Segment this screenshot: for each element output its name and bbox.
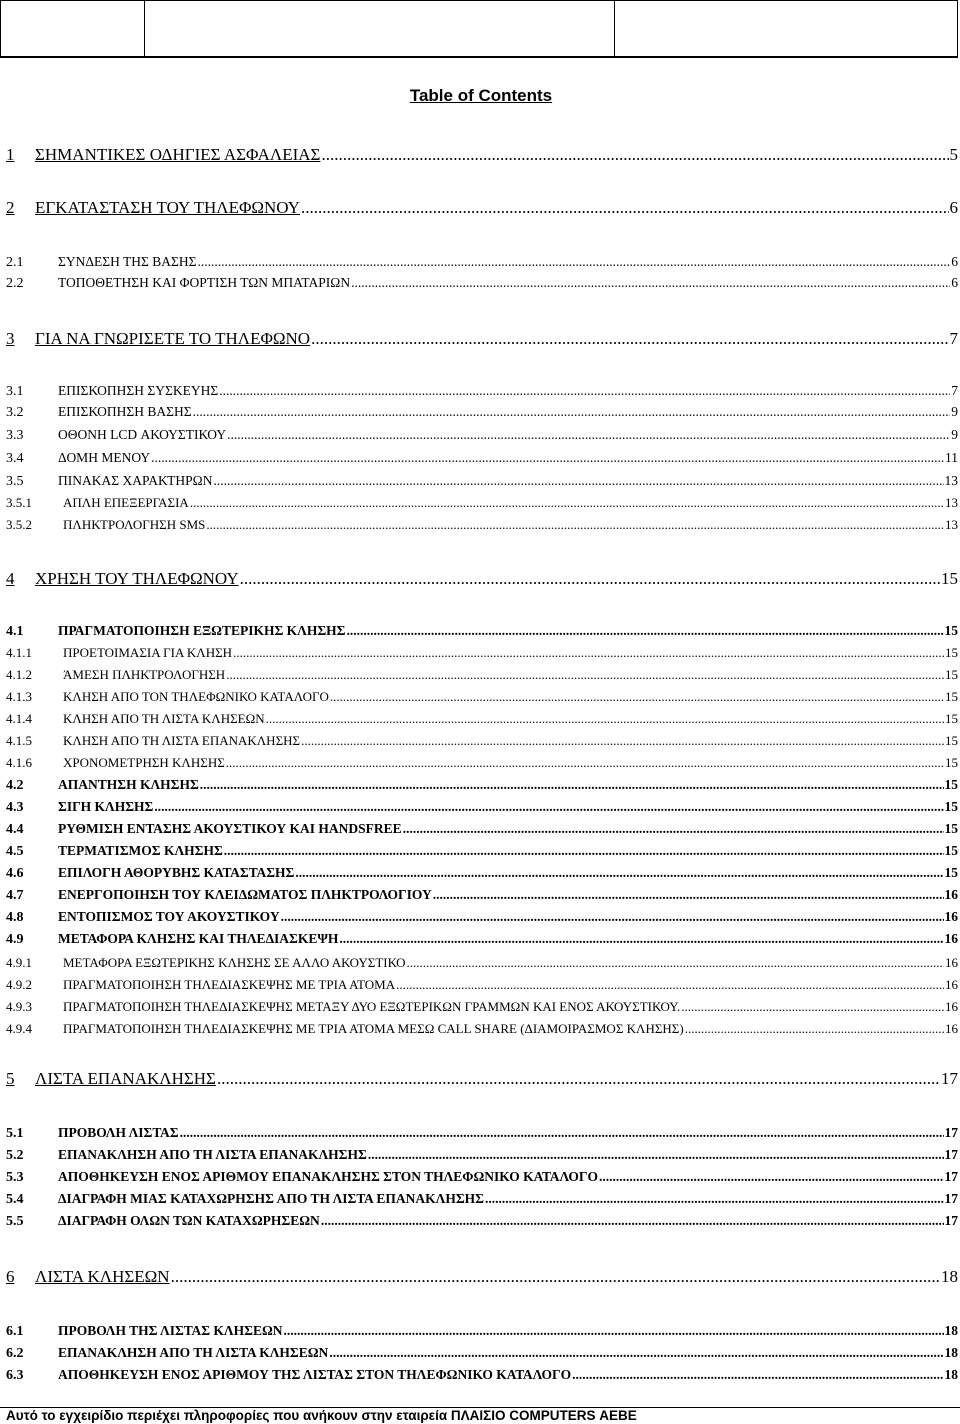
toc-entry-page: 15 — [945, 755, 958, 770]
toc-leader-dots — [151, 451, 944, 465]
toc-entry[interactable] — [6, 734, 958, 747]
toc-entry[interactable] — [6, 255, 958, 270]
toc-entry[interactable] — [6, 712, 958, 725]
toc-entry-number: 4.9.2 — [6, 977, 32, 992]
toc-entry-page: 17 — [944, 1169, 958, 1184]
toc-entry[interactable] — [6, 888, 958, 903]
toc-leader-dots — [200, 778, 944, 792]
toc-entry-number: 5.5 — [6, 1214, 24, 1229]
toc-entry-title: ΣΙΓΗ ΚΛΗΣΗΣ — [58, 799, 154, 814]
toc-leader-dots — [154, 800, 943, 814]
toc-entry-number: 6.3 — [6, 1368, 24, 1383]
toc-entry-title: ΕΝΤΟΠΙΣΜΟΣ ΤΟΥ ΑΚΟΥΣΤΙΚΟΥ — [58, 909, 280, 924]
toc-entry-title: ΕΓΚΑΤΑΣΤΑΣΗ ΤΟΥ ΤΗΛΕΦΩΝΟΥ — [35, 198, 301, 217]
toc-entry[interactable] — [6, 428, 958, 443]
toc-entry-page: 6 — [951, 275, 958, 290]
toc-entry[interactable] — [6, 844, 958, 859]
toc-entry[interactable] — [6, 1214, 958, 1229]
toc-leader-dots — [233, 646, 944, 659]
toc-entry-title: ΟΘΟΝΗ LCD ΑΚΟΥΣΤΙΚΟΥ — [58, 427, 227, 442]
toc-leader-dots — [433, 888, 944, 902]
toc-entry-title: ΠΙΝΑΚΑΣ ΧΑΡΑΚΤΗΡΩΝ — [58, 473, 213, 488]
toc-entry-number: 4.7 — [6, 888, 24, 903]
toc-entry-title: ΠΡΑΓΜΑΤΟΠΟΙΗΣΗ ΕΞΩΤΕΡΙΚΗΣ ΚΛΗΣΗΣ — [58, 623, 346, 638]
toc-leader-dots — [284, 1324, 944, 1338]
toc-leader-dots — [193, 405, 951, 419]
toc-entry-title: ΣΗΜΑΝΤΙΚΕΣ ΟΔΗΓΙΕΣ ΑΣΦΑΛΕΙΑΣ — [35, 145, 321, 164]
toc-entry[interactable] — [6, 570, 958, 587]
toc-entry-number: 6 — [6, 1267, 15, 1286]
toc-entry-page: 16 — [944, 887, 958, 902]
toc-leader-dots — [240, 570, 940, 587]
toc-entry-title: ΠΡΑΓΜΑΤΟΠΟΙΗΣΗ ΤΗΛΕΔΙΑΣΚΕΨΗΣ ΜΕΤΑΞΥ ΔΥΟ ΕΞΩΤΕΡΙΚΩΝ ΓΡΑΜΜΩΝ ΚΑΙ ΕΝΟΣ ΑΚΟΥΣΤΙΚΟΥ. — [63, 999, 681, 1014]
header-cell-left — [1, 1, 145, 57]
toc-entry[interactable] — [6, 1192, 958, 1207]
toc-entry-page: 13 — [945, 517, 958, 532]
toc-entry[interactable] — [6, 1368, 958, 1383]
toc-entry[interactable] — [6, 978, 958, 991]
toc-entry-number: 5.1 — [6, 1126, 24, 1141]
toc-leader-dots — [330, 690, 944, 703]
toc-entry-title: ΑΠΛΗ ΕΠΕΞΕΡΓΑΣΙΑ — [63, 495, 189, 510]
toc-entry[interactable] — [6, 646, 958, 659]
toc-leader-dots — [681, 1000, 944, 1013]
toc-entry-page: 15 — [945, 711, 958, 726]
toc-entry[interactable] — [6, 146, 958, 163]
toc-entry-title: ΠΡΟΕΤΟΙΜΑΣΙΑ ΓΙΑ ΚΛΗΣΗ — [63, 645, 233, 660]
toc-entry[interactable] — [6, 690, 958, 703]
toc-entry-number: 6.2 — [6, 1346, 24, 1361]
toc-entry[interactable] — [6, 496, 958, 509]
toc-entry-page: 15 — [944, 865, 958, 880]
toc-entry[interactable] — [6, 1022, 958, 1035]
toc-entry-title: ΤΟΠΟΘΕΤΗΣΗ ΚΑΙ ΦΟΡΤΙΣΗ ΤΩΝ ΜΠΑΤΑΡΙΩΝ — [58, 275, 351, 290]
toc-entry-number: 3.5 — [6, 474, 24, 489]
toc-entry-page: 15 — [944, 777, 958, 792]
toc-leader-dots — [224, 844, 944, 858]
footer-notice: Αυτό το εγχειρίδιο περιέχει πληροφορίες που ανήκουν στην εταιρεία ΠΛΑΙΣΙΟ COMPUTERS ΑΕΒΕ — [0, 1407, 960, 1424]
toc-entry-page: 9 — [951, 427, 958, 442]
toc-entry-title: ΤΕΡΜΑΤΙΣΜΟΣ ΚΛΗΣΗΣ — [58, 843, 223, 858]
toc-entry[interactable] — [6, 778, 958, 793]
toc-leader-dots — [329, 1346, 943, 1360]
toc-entry[interactable] — [6, 822, 958, 837]
toc-entry-number: 4.1.4 — [6, 711, 32, 726]
toc-entry-number: 2.2 — [6, 276, 24, 291]
toc-leader-dots — [217, 1070, 940, 1087]
toc-entry-number: 4.9.1 — [6, 955, 32, 970]
toc-entry-title: ΕΝΕΡΓΟΠΟΙΗΣΗ ΤΟΥ ΚΛΕΙΔΩΜΑΤΟΣ ΠΛΗΚΤΡΟΛΟΓΙΟΥ — [58, 887, 432, 902]
toc-entry-number: 4.9.4 — [6, 1021, 32, 1036]
toc-entry-number: 4.1.2 — [6, 667, 32, 682]
toc-leader-dots — [351, 276, 950, 290]
toc-entry[interactable] — [6, 800, 958, 815]
toc-entry-page: 11 — [945, 450, 958, 465]
toc-entry[interactable] — [6, 451, 958, 466]
toc-entry-title: ΑΠΟΘΗΚΕΥΣΗ ΕΝΟΣ ΑΡΙΘΜΟΥ ΕΠΑΝΑΚΛΗΣΗΣ ΣΤΟΝ ΤΗΛΕΦΩΝΙΚΟ ΚΑΤΑΛΟΓΟ — [58, 1169, 598, 1184]
toc-leader-dots — [213, 474, 943, 488]
toc-entry-number: 4 — [6, 569, 15, 588]
toc-entry[interactable] — [6, 199, 958, 216]
toc-entry-title: ΑΠΑΝΤΗΣΗ ΚΛΗΣΗΣ — [58, 777, 199, 792]
toc-entry-page: 13 — [944, 473, 958, 488]
toc-entry-title: ΚΛΗΣΗ ΑΠΟ ΤΗ ΛΙΣΤΑ ΚΛΗΣΕΩΝ — [63, 711, 265, 726]
toc-entry-number: 4.1.6 — [6, 755, 32, 770]
toc-entry-title: ΔΟΜΗ ΜΕΝΟΥ — [58, 450, 151, 465]
toc-entry-number: 5.2 — [6, 1148, 24, 1163]
toc-leader-dots — [295, 866, 943, 880]
toc-leader-dots — [406, 956, 944, 969]
toc-entry-number: 5 — [6, 1069, 15, 1088]
toc-entry-page: 5 — [949, 145, 958, 164]
toc-entry-page: 18 — [944, 1345, 958, 1360]
toc-entry-page: 13 — [945, 495, 958, 510]
toc-entry-page: 17 — [944, 1147, 958, 1162]
toc-entry-title: ΠΡΑΓΜΑΤΟΠΟΙΗΣΗ ΤΗΛΕΔΙΑΣΚΕΨΗΣ ΜΕ ΤΡΙΑ ΑΤΟΜΑ ΜΕΣΩ CALL SHARE (ΔΙΑΜΟΙΡΑΣΜΟΣ ΚΛΗΣΗΣ) — [63, 1021, 684, 1036]
toc-leader-dots — [226, 668, 944, 681]
toc-leader-dots — [281, 910, 944, 924]
toc-leader-dots — [368, 1148, 944, 1162]
toc-entry[interactable] — [6, 330, 958, 347]
toc-leader-dots — [219, 384, 950, 398]
toc-entry-page: 15 — [944, 821, 958, 836]
toc-entry[interactable] — [6, 932, 958, 947]
toc-entry-page: 15 — [945, 667, 958, 682]
toc-entry[interactable] — [6, 276, 958, 291]
toc-entry-number: 4.1.3 — [6, 689, 32, 704]
toc-entry-page: 17 — [944, 1213, 958, 1228]
toc-entry-page: 18 — [941, 1267, 958, 1286]
toc-entry[interactable] — [6, 1148, 958, 1163]
toc-leader-dots — [311, 330, 948, 347]
toc-entry-page: 9 — [951, 404, 958, 419]
toc-entry-page: 17 — [941, 1069, 958, 1088]
toc-entry[interactable] — [6, 1170, 958, 1185]
toc-entry-page: 6 — [949, 198, 958, 217]
toc-entry[interactable] — [6, 1346, 958, 1361]
toc-entry-number: 4.1 — [6, 624, 24, 639]
toc-leader-dots — [347, 624, 944, 638]
toc-entry-title: ΧΡΗΣΗ ΤΟΥ ΤΗΛΕΦΩΝΟΥ — [35, 569, 239, 588]
toc-leader-dots — [197, 255, 950, 269]
toc-entry[interactable] — [6, 866, 958, 881]
toc-leader-dots — [396, 978, 944, 991]
toc-entry-page: 15 — [944, 623, 958, 638]
toc-entry-page: 15 — [944, 799, 958, 814]
toc-leader-dots — [301, 199, 948, 216]
toc-entry-number: 6.1 — [6, 1324, 24, 1339]
toc-leader-dots — [685, 1022, 944, 1035]
toc-entry-number: 4.5 — [6, 844, 24, 859]
toc-entry-title: ΔΙΑΓΡΑΦΗ ΜΙΑΣ ΚΑΤΑΧΩΡΗΣΗΣ ΑΠΟ ΤΗ ΛΙΣΤΑ ΕΠΑΝΑΚΛΗΣΗΣ — [58, 1191, 484, 1206]
toc-entry-number: 4.3 — [6, 800, 24, 815]
toc-leader-dots — [485, 1192, 944, 1206]
page-header-table — [0, 0, 958, 58]
toc-entry-number: 4.8 — [6, 910, 24, 925]
toc-entry[interactable] — [6, 1126, 958, 1141]
toc-leader-dots — [321, 1214, 944, 1228]
toc-entry[interactable] — [6, 1000, 958, 1013]
toc-entry-page: 16 — [945, 977, 958, 992]
toc-entry[interactable] — [6, 405, 958, 420]
toc-leader-dots — [206, 518, 944, 531]
toc-leader-dots — [266, 712, 944, 725]
toc-entry-page: 17 — [944, 1125, 958, 1140]
toc-entry-title: ΕΠΑΝΑΚΛΗΣΗ ΑΠΟ ΤΗ ΛΙΣΤΑ ΕΠΑΝΑΚΛΗΣΗΣ — [58, 1147, 367, 1162]
toc-entry-number: 5.3 — [6, 1170, 24, 1185]
toc-entry-title: ΡΥΘΜΙΣΗ ΕΝΤΑΣΗΣ ΑΚΟΥΣΤΙΚΟΥ ΚΑΙ HANDSFREE — [58, 821, 402, 836]
toc-entry-title: ΕΠΙΣΚΟΠΗΣΗ ΣΥΣΚΕΥΗΣ — [58, 383, 219, 398]
toc-entry[interactable] — [6, 1268, 958, 1285]
toc-entry-page: 18 — [944, 1323, 958, 1338]
toc-entry-page: 6 — [951, 254, 958, 269]
toc-entry-page: 16 — [944, 931, 958, 946]
toc-entry-page: 7 — [951, 383, 958, 398]
toc-leader-dots — [226, 756, 944, 769]
toc-entry-number: 3.3 — [6, 428, 24, 443]
toc-entry-title: ΧΡΟΝΟΜΕΤΡΗΣΗ ΚΛΗΣΗΣ — [63, 755, 225, 770]
toc-entry-number: 4.9 — [6, 932, 24, 947]
toc-entry-title: ΣΥΝΔΕΣΗ ΤΗΣ ΒΑΣΗΣ — [58, 254, 197, 269]
toc-entry-page: 15 — [945, 689, 958, 704]
toc-leader-dots — [180, 1126, 944, 1140]
toc-entry-number: 3 — [6, 329, 15, 348]
toc-entry-title: ΕΠΑΝΑΚΛΗΣΗ ΑΠΟ ΤΗ ΛΙΣΤΑ ΚΛΗΣΕΩΝ — [58, 1345, 329, 1360]
toc-entry-page: 18 — [944, 1367, 958, 1382]
toc-entry-title: ΚΛΗΣΗ ΑΠΟ ΤΗ ΛΙΣΤΑ ΕΠΑΝΑΚΛΗΣΗΣ — [63, 733, 301, 748]
toc-entry-title: ΕΠΙΣΚΟΠΗΣΗ ΒΑΣΗΣ — [58, 404, 192, 419]
toc-entry-number: 1 — [6, 145, 15, 164]
toc-entry-number: 4.4 — [6, 822, 24, 837]
toc-entry-title: ΜΕΤΑΦΟΡΑ ΚΛΗΣΗΣ ΚΑΙ ΤΗΛΕΔΙΑΣΚΕΨΗ — [58, 931, 339, 946]
toc-entry-number: 4.9.3 — [6, 999, 32, 1014]
header-cell-middle — [144, 1, 615, 57]
toc-entry-page: 16 — [945, 1021, 958, 1036]
toc-entry-page: 16 — [945, 999, 958, 1014]
toc-entry-title: ΑΠΟΘΗΚΕΥΣΗ ΕΝΟΣ ΑΡΙΘΜΟΥ ΤΗΣ ΛΙΣΤΑΣ ΣΤΟΝ ΤΗΛΕΦΩΝΙΚΟ ΚΑΤΑΛΟΓΟ — [58, 1367, 572, 1382]
toc-entry-title: ΓΙΑ ΝΑ ΓΝΩΡΙΣΕΤΕ ΤΟ ΤΗΛΕΦΩΝΟ — [35, 329, 311, 348]
toc-entry-number: 4.1.1 — [6, 645, 32, 660]
toc-entry-title: ΛΙΣΤΑ ΚΛΗΣΕΩΝ — [35, 1267, 170, 1286]
toc-leader-dots — [599, 1170, 944, 1184]
toc-title: Table of Contents — [409, 86, 553, 105]
toc-entry-number: 3.1 — [6, 384, 24, 399]
toc-leader-dots — [572, 1368, 943, 1382]
toc-leader-dots — [339, 932, 943, 946]
toc-entry-number: 5.4 — [6, 1192, 24, 1207]
toc-entry-title: ΕΠΙΛΟΓΗ ΑΘΟΡΥΒΗΣ ΚΑΤΑΣΤΑΣΗΣ — [58, 865, 295, 880]
toc-entry[interactable] — [6, 384, 958, 399]
toc-entry[interactable] — [6, 956, 958, 969]
toc-entry[interactable] — [6, 1070, 958, 1087]
toc-entry-number: 2 — [6, 198, 15, 217]
toc-entry-title: ΠΡΑΓΜΑΤΟΠΟΙΗΣΗ ΤΗΛΕΔΙΑΣΚΕΨΗΣ ΜΕ ΤΡΙΑ ΑΤΟΜΑ — [63, 977, 396, 992]
toc-entry-title: ΠΡΟΒΟΛΗ ΛΙΣΤΑΣ — [58, 1125, 179, 1140]
toc-entry[interactable] — [6, 910, 958, 925]
toc-entry[interactable] — [6, 624, 958, 639]
toc-leader-dots — [190, 496, 944, 509]
toc-entry[interactable] — [6, 756, 958, 769]
toc-entry-title: ΜΕΤΑΦΟΡΑ ΕΞΩΤΕΡΙΚΗΣ ΚΛΗΣΗΣ ΣΕ ΑΛΛΟ ΑΚΟΥΣΤΙΚΟ — [63, 955, 406, 970]
toc-entry-number: 3.5.1 — [6, 495, 32, 510]
toc-entry-number: 2.1 — [6, 255, 24, 270]
toc-entry-number: 3.4 — [6, 451, 24, 466]
toc-entry-page: 7 — [949, 329, 958, 348]
toc-entry-page: 16 — [944, 909, 958, 924]
toc-entry-page: 15 — [945, 733, 958, 748]
toc-entry-number: 4.1.5 — [6, 733, 32, 748]
toc-entry[interactable] — [6, 518, 958, 531]
toc-entry-title: ΚΛΗΣΗ ΑΠΟ ΤΟΝ ΤΗΛΕΦΩΝΙΚΟ ΚΑΤΑΛΟΓΟ — [63, 689, 329, 704]
toc-entry-number: 4.6 — [6, 866, 24, 881]
toc-entry-title: ΠΡΟΒΟΛΗ ΤΗΣ ΛΙΣΤΑΣ ΚΛΗΣΕΩΝ — [58, 1323, 283, 1338]
toc-leader-dots — [171, 1268, 940, 1285]
toc-entry-number: 3.2 — [6, 405, 24, 420]
toc-leader-dots — [321, 146, 948, 163]
toc-entry-page: 15 — [941, 569, 958, 588]
toc-entry-number: 4.2 — [6, 778, 24, 793]
toc-leader-dots — [301, 734, 944, 747]
toc-entry[interactable] — [6, 474, 958, 489]
toc-entry-title: ΛΙΣΤΑ ΕΠΑΝΑΚΛΗΣΗΣ — [35, 1069, 216, 1088]
toc-entry-number: 3.5.2 — [6, 517, 32, 532]
toc-entry-page: 15 — [944, 843, 958, 858]
toc-leader-dots — [227, 428, 950, 442]
toc-entry-title: ΠΛΗΚΤΡΟΛΟΓΗΣΗ SMS — [63, 517, 206, 532]
toc-entry-page: 16 — [945, 955, 958, 970]
toc-entry-title: ΆΜΕΣΗ ΠΛΗΚΤΡΟΛΟΓΗΣΗ — [63, 667, 226, 682]
toc-entry[interactable] — [6, 1324, 958, 1339]
toc-leader-dots — [403, 822, 944, 836]
toc-entry-page: 17 — [944, 1191, 958, 1206]
toc-entry[interactable] — [6, 668, 958, 681]
toc-entry-page: 15 — [945, 645, 958, 660]
toc-entry-title: ΔΙΑΓΡΑΦΗ ΟΛΩΝ ΤΩΝ ΚΑΤΑΧΩΡΗΣΕΩΝ — [58, 1213, 320, 1228]
